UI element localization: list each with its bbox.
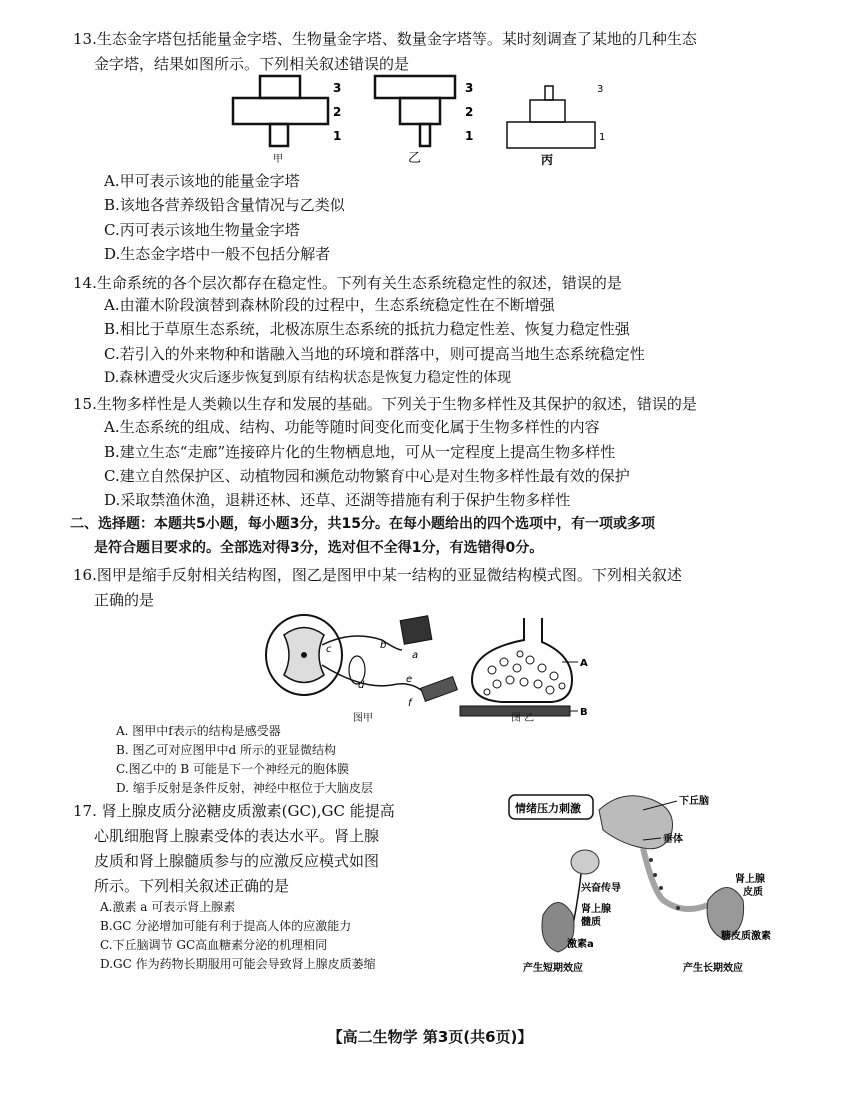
q13-option-c[interactable]: C.丙可表示该地生物量金字塔 [104,221,300,239]
yi-label: 乙 [408,151,422,166]
jia-level2-label: 2 [333,105,342,119]
cortex-label-1: 肾上腺 [735,874,765,885]
pituitary-label: 垂体 [663,834,683,845]
yi-level2-label: 2 [465,105,474,119]
label-B: B [580,707,588,718]
q17-stem-line1: 17. 肾上腺皮质分泌糖皮质激素(GC),GC 能提高 [73,802,395,820]
q16-option-d[interactable]: D. 缩手反射是条件反射，神经中枢位于大脑皮层 [116,781,373,795]
yi-level1-label: 1 [465,129,474,143]
efferent-nerve [322,636,402,650]
yi-level3-label: 3 [465,81,474,95]
bing-level3-label: 3 [597,84,604,95]
hormone-a-label: 激素a [567,939,594,950]
nerve-label: 兴奋传导 [581,883,621,894]
q17-stress-figure [503,790,785,975]
q15-stem: 15.生物多样性是人类赖以生存和发展的基础。下列关于生物多样性及其保护的叙述，错误的是 [73,395,697,413]
q13-stem-line1: 13.生态金字塔包括能量金字塔、生物量金字塔、数量金字塔等。某时刻调查了某地的几种生态 [73,30,697,48]
q14-option-c[interactable]: C.若引入的外来物种和谐融入当地的环境和群落中，则可提高当地生态系统稳定性 [104,345,645,363]
q15-option-d[interactable]: D.采取禁渔休渔，退耕还林、还草、还湖等措施有利于保护生物多样性 [104,491,571,509]
letter-a: a [412,650,419,661]
letter-d: d [358,680,365,691]
q17-option-b[interactable]: B.GC 分泌增加可能有利于提高人体的应激能力 [100,919,352,933]
nerve-pathway [573,874,581,925]
q14-option-b[interactable]: B.相比于草原生态系统，北极冻原生态系统的抵抗力稳定性差、恢复力稳定性强 [104,320,630,338]
page-footer: 【高二生物学 第3页(共6页)】 [327,1028,533,1046]
q16-stem-line1: 16.图甲是缩手反射相关结构图，图乙是图甲中某一结构的亚显微结构模式图。下列相关叙述 [73,566,682,584]
pyramid-jia-level2 [233,98,328,124]
long-effect-label: 产生长期效应 [683,963,743,974]
q15-option-b[interactable]: B.建立生态“走廊”连接碎片化的生物栖息地，可从一定程度上提高生物多样性 [104,443,616,461]
pyramid-jia-level1 [270,124,288,146]
q17-option-a[interactable]: A.激素 a 可表示肾上腺素 [100,900,236,914]
q13-pyramid-figure [225,72,625,167]
glucocorticoid-label: 糖皮质激素 [721,931,771,942]
q16-option-a[interactable]: A. 图甲中f表示的结构是感受器 [116,724,281,738]
q17-option-d[interactable]: D.GC 作为药物长期服用可能会导致肾上腺皮质萎缩 [100,957,376,971]
receptor-skin [421,677,458,702]
pyramid-bing-level3 [545,86,553,100]
q16-caption-a: 图甲 [353,713,373,724]
spinal-cord-section [571,850,599,874]
medulla-label-1: 肾上腺 [581,904,611,915]
q15-option-a[interactable]: A.生态系统的组成、结构、功能等随时间变化而变化属于生物多样性的内容 [104,418,600,436]
q17-stem-line4: 所示。下列相关叙述正确的是 [94,877,290,895]
cortex-label-2: 皮质 [743,887,763,898]
q14-option-d[interactable]: D.森林遭受火灾后逐步恢复到原有结构状态是恢复力稳定性的体现 [104,370,512,386]
pyramid-jia-level3 [260,76,300,98]
effector-muscle [400,616,432,644]
short-effect-label: 产生短期效应 [523,963,583,974]
pyramid-bing-level1 [507,122,595,148]
q16-stem-line2: 正确的是 [94,591,155,609]
pyramid-yi-level2 [400,98,440,124]
bing-label: 丙 [541,153,554,167]
section2-header-line1: 二、选择题：本题共5小题，每小题3分，共15分。在每小题给出的四个选项中，有一项或多项 [70,516,655,532]
label-A: A [580,658,588,669]
q17-stem-line2: 心肌细胞肾上腺素受体的表达水平。肾上腺 [94,827,380,845]
pyramid-bing-level2 [530,100,565,122]
bing-level1-label: 1 [599,132,606,143]
jia-level3-label: 3 [333,81,342,95]
q16-caption-b: 图 乙 [511,713,535,724]
q16-option-b[interactable]: B. 图乙可对应图甲中d 所示的亚显微结构 [116,743,336,757]
q15-option-c[interactable]: C.建立自然保护区、动植物园和濒危动物繁育中心是对生物多样性最有效的保护 [104,467,630,485]
letter-b: b [380,640,387,651]
q13-stem-line2: 金字塔，结果如图所示。下列相关叙述错误的是 [94,55,410,73]
q16-option-c[interactable]: C.图乙中的 B 可能是下一个神经元的胞体膜 [116,762,350,776]
pyramid-yi-level3 [375,76,455,98]
medulla-label-2: 髓质 [581,917,601,928]
jia-label: 甲 [273,154,283,165]
section2-header-line2: 是符合题目要求的。全部选对得3分，选对但不全得1分，有选错得0分。 [94,540,544,556]
q16-reflex-figure [262,610,592,722]
hormone-pathway [643,848,708,909]
q14-option-a[interactable]: A.由灌木阶段演替到森林阶段的过程中，生态系统稳定性在不断增强 [104,296,555,314]
pyramid-yi-level1 [420,124,430,146]
brain-shape [599,796,673,849]
letter-e: e [406,674,413,685]
jia-level1-label: 1 [333,129,342,143]
q14-stem: 14.生命系统的各个层次都存在稳定性。下列有关生态系统稳定性的叙述，错误的是 [73,274,622,292]
letter-f: f [408,698,412,709]
hypothalamus-label: 下丘脑 [679,796,709,807]
stimulus-label: 情绪压力刺激 [515,802,581,815]
q17-stem-line3: 皮质和肾上腺髓质参与的应激反应模式如图 [94,852,380,870]
letter-c: c [326,644,332,655]
q13-option-a[interactable]: A.甲可表示该地的能量金字塔 [104,172,300,190]
q13-option-b[interactable]: B.该地各营养级铅含量情况与乙类似 [104,196,345,214]
q13-option-d[interactable]: D.生态金字塔中一般不包括分解者 [104,245,331,263]
q17-option-c[interactable]: C.下丘脑调节 GC高血糖素分泌的机理相同 [100,938,328,952]
